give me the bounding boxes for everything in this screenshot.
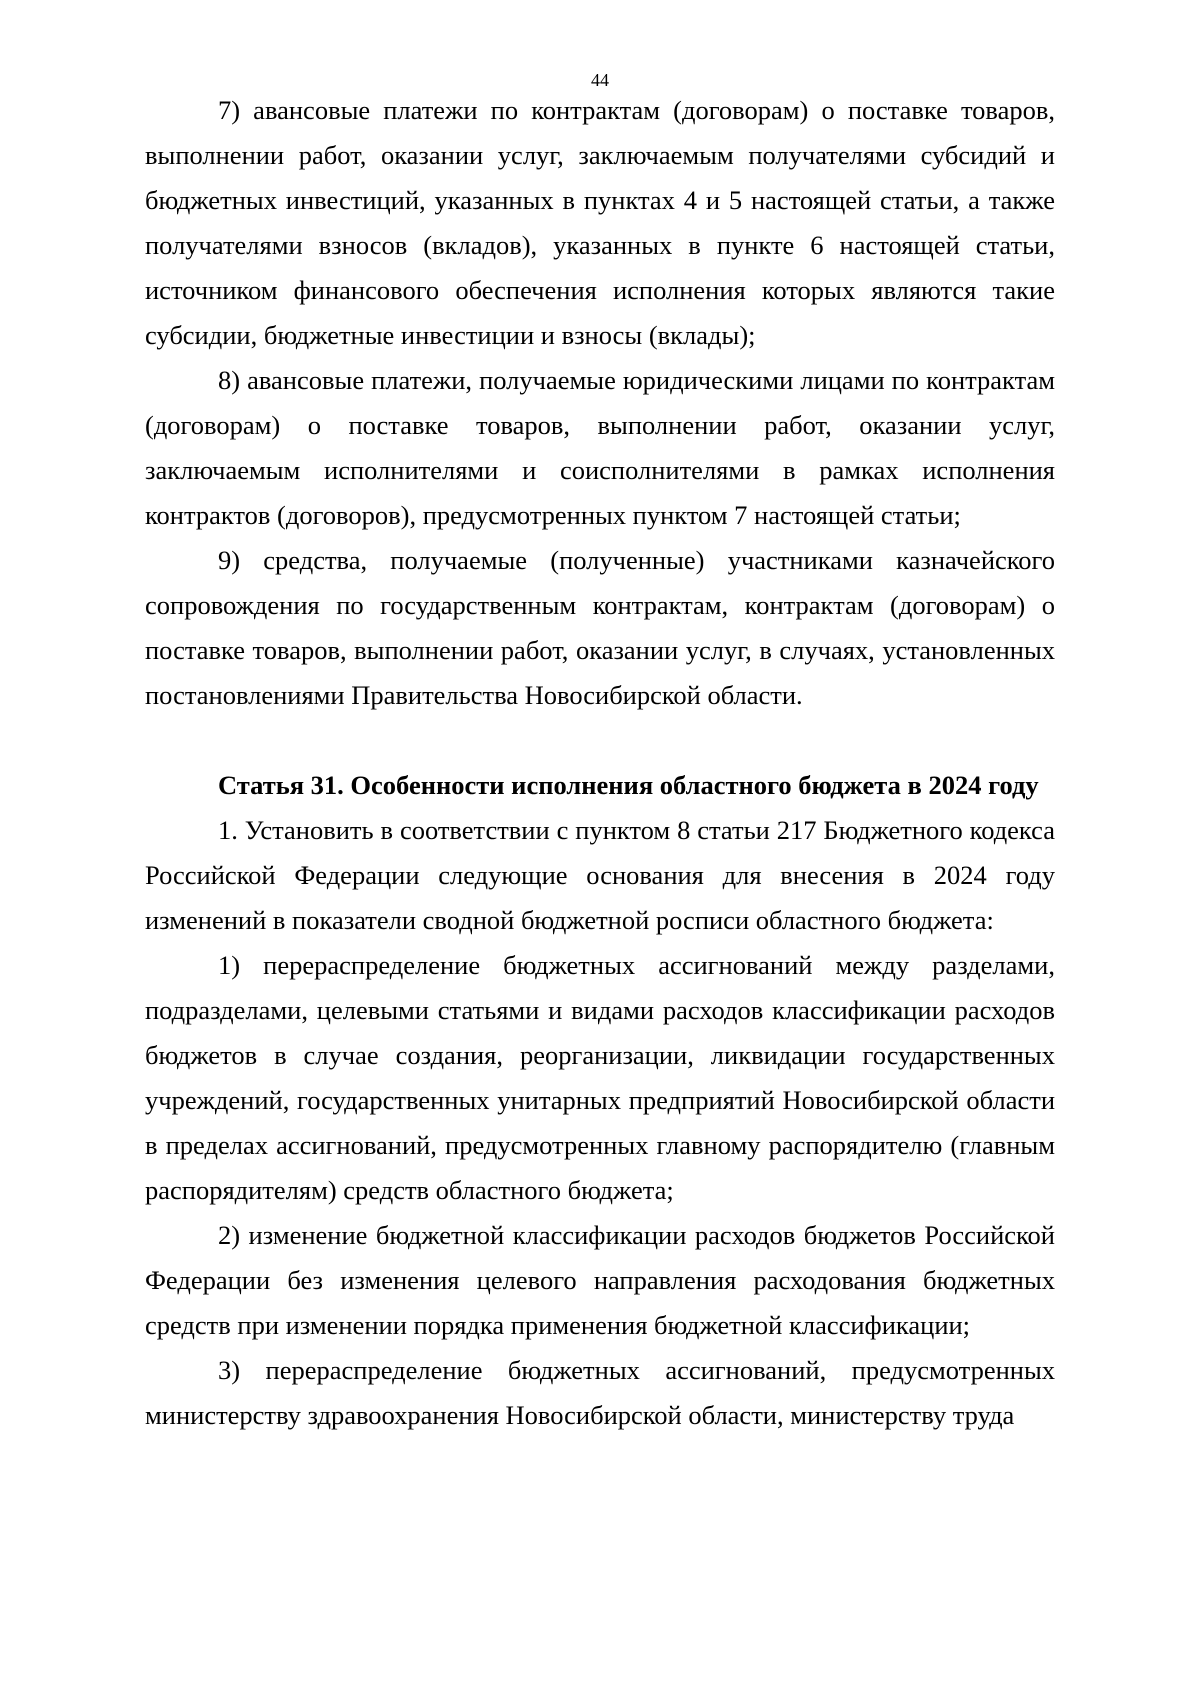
paragraph-subitem-2: 2) изменение бюджетной классификации расходов бюджетов Российской Федерации без изменения целевого направления расходования бюджетных средств при изменении порядка применения бюджетной классификации; <box>145 1220 1055 1340</box>
paragraph-item-9: 9) средства, получаемые (полученные) участниками казначейского сопровождения по государственным контрактам, контрактам (договорам) о поставке товаров, выполнении работ, оказании услуг, в случаях, установленных постановлениями Правительства Новосибирской области. <box>145 545 1055 710</box>
paragraph-subitem-1: 1) перераспределение бюджетных ассигнований между разделами, подразделами, целевыми статьями и видами расходов классификации расходов бюджетов в случае создания, реорганизации, ликвидации государственных учреждений, государственных унитарных предприятий Новосибирской области в пределах ассигнований, предусмотренных главному распорядителю (главным распорядителям) средств областного бюджета; <box>145 950 1055 1205</box>
document-body <box>145 88 1055 1438</box>
paragraph-item-7: 7) авансовые платежи по контрактам (договорам) о поставке товаров, выполнении работ, оказании услуг, заключаемым получателями субсидий и бюджетных инвестиций, указанных в пунктах 4 и 5 настоящей статьи, а также получателями взносов (вкладов), указанных в пункте 6 настоящей статьи, источником финансового обеспечения исполнения которых являются такие субсидии, бюджетные инвестиции и взносы (вклады); <box>145 95 1055 350</box>
page-number: 44 <box>591 70 609 90</box>
paragraph-item-8: 8) авансовые платежи, получаемые юридическими лицами по контрактам (договорам) о поставке товаров, выполнении работ, оказании услуг, заключаемым исполнителями и соисполнителями в рамках исполнения контрактов (договоров), предусмотренных пунктом 7 настоящей статьи; <box>145 365 1055 530</box>
paragraph-clause-1: 1. Установить в соответствии с пунктом 8 статьи 217 Бюджетного кодекса Российской Федерации следующие основания для внесения в 2024 году изменений в показатели сводной бюджетной росписи областного бюджета: <box>145 815 1055 935</box>
paragraph-subitem-3: 3) перераспределение бюджетных ассигнований, предусмотренных министерству здравоохранения Новосибирской области, министерству труда <box>145 1355 1055 1430</box>
article-heading: Статья 31. Особенности исполнения областного бюджета в 2024 году <box>218 770 1039 800</box>
